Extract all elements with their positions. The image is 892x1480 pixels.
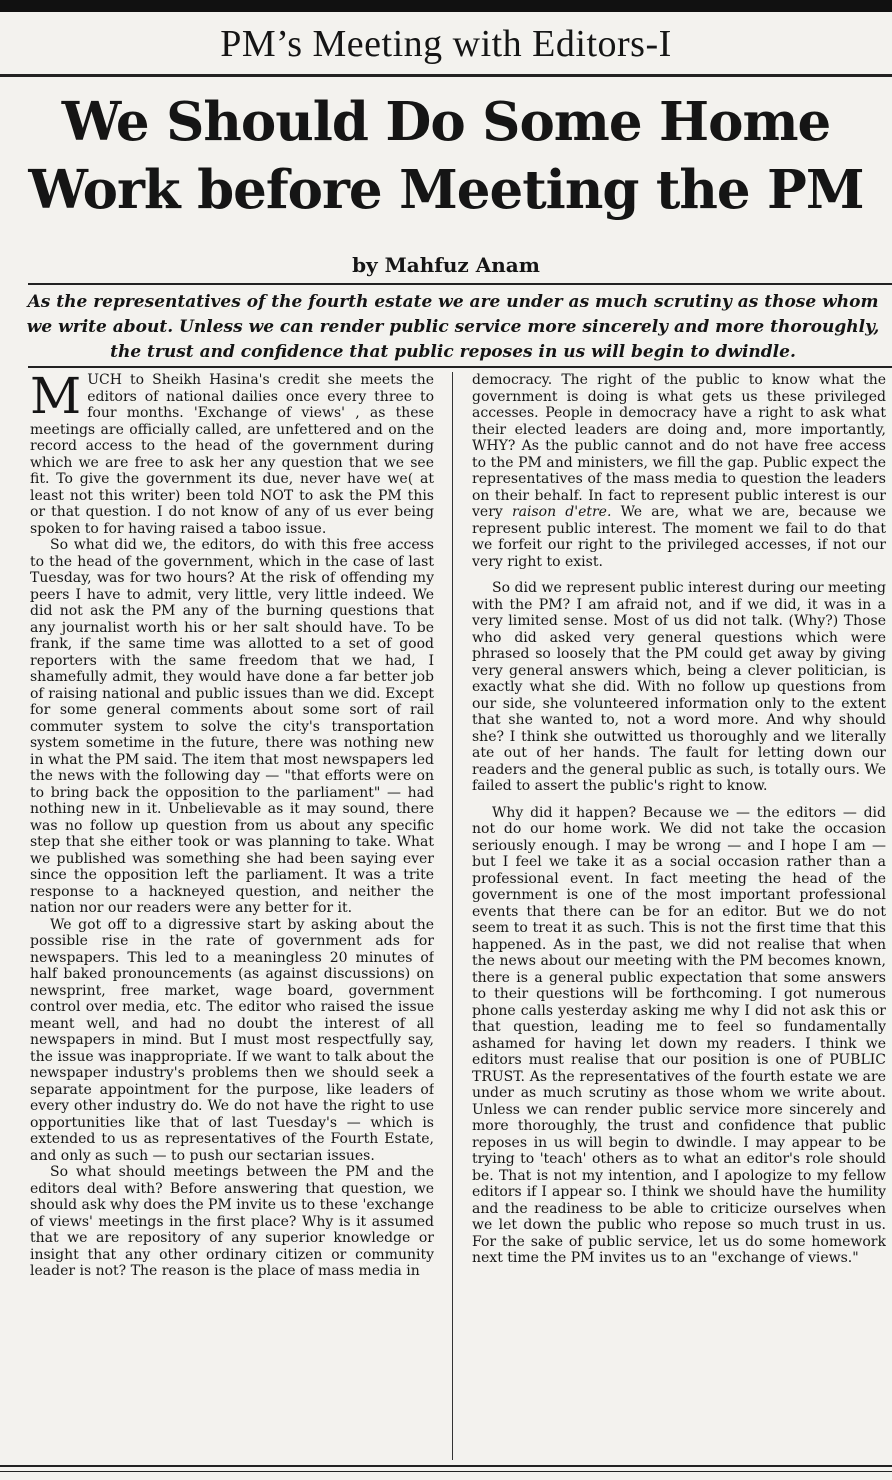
paragraph: So what did we, the editors, do with this free access to the head of the government, which in the case of last Tuesday, was for two hours? At the risk of offending my peers I have to admit, very little, very little indeed. We did not ask the PM any of the burning questions that any journalist worth his or her salt should have. To be frank, if the same time was allotted to a set of good reporters with the same freedom that we had, I shamefully admit, they would have done a far better job of raising national and public issues than we did. Except for some general comments about some sort of rail commuter system to solve the city's transportation system sometime in the future, there was nothing new in what the PM said. The item that most newspapers led the news with the following day — "that efforts were on to bring back the opposition to the parliament" — had nothing new in it. Unbelievable as it may sound, there was no follow up question from us about any specific step that she either took or was planning to take. What we published was something she had been saying ever since the opposition left the parliament. It was a trite response to a hackneyed question, and neither the nation nor our readers were any better for it. [30,537,434,916]
paragraph [30,372,434,537]
deck-summary: As the representatives of the fourth estate we are under as much scrutiny as those whom we write about. Unless we can render public service more sincerely and more thoroughly, the trust and confidence that public reposes in us will begin to dwindle. [26,292,880,362]
byline-rule [28,283,892,285]
paragraph: Why did it happen? Because we — the editors — did not do our home work. We did not take the occasion seriously enough. I may be wrong — and I hope I am — but I feel we take it as a social occasion rather than a professional event. In fact meeting the head of the government is one of the most important professional events that there can be for an editor. But we do not seem to treat it as such. This is not the first time that this happened. As in the past, we did not realise that when the news about our meeting with the PM becomes known, there is a general public expectation that some answers to their questions will be forthcoming. I got numerous phone calls yesterday asking me why I did not ask this or that question, leading me to feel so fundamentally ashamed for having let down my readers. I think we editors must realise that our position is one of PUBLIC TRUST. As the representatives of the fourth estate we are under as much scrutiny as those whom we write about. Unless we can render public service more sincerely and more thoroughly, the trust and confidence that public reposes in us will begin to dwindle. I may appear to be trying to 'teach' others as to what an editor's role should be. That is not my intention, and I apologize to my fellow editors if I appear so. I think we should have the humility and the readiness to be able to criticize ourselves when we let down the public who repose so much trust in us. For the sake of public service, let us do some homework next time the PM invites us to an "exchange of views." [472,804,886,1266]
paragraph: We got off to a digressive start by asking about the possible rise in the rate of government ads for newspapers. This led to a meaningless 20 minutes of half baked pronouncements (as against discussions) on newsprint, free market, wage board, government control over media, etc. The editor who raised the issue meant well, and had no doubt the interest of all newspapers in mind. But I must most respectfully say, the issue was inappropriate. If we want to talk about the newspaper industry's problems then we should seek a separate appointment for the purpose, like leaders of every other industry do. We do not have the right to use opportunities like that of last Tuesday's — which is extended to us as representatives of the Fourth Estate, and only as such — to push our sectarian issues. [30,916,434,1164]
paragraph-text: democracy. The right of the public to know what the government is doing is what gets us these privileged accesses. People in democracy have a right to ask what their elected leaders are doing and, more importantly, WHY? As the public cannot and do not have free access to the PM and ministers, we fill the gap. Public expect the representatives of the mass media to question the leaders on their behalf. In fact to represent public interest is our very [472,372,886,520]
deck-rule [28,366,892,368]
paragraph-text: We are, what we are, because we represent public interest. The moment we fail to do that we forfeit our right to the privileged accesses, if not our very right to exist. [472,504,886,570]
top-black-bar [0,0,892,12]
drop-cap: M [30,372,82,425]
paragraph: So what should meetings between the PM and the editors deal with? Before answering that question, we should ask why does the PM invite us to these 'exchange of views' meetings in the first place? Why is it assumed that we are repository of any superior knowledge or insight that any other ordinary citizen or community leader is not? The reason is the place of mass media in [30,1164,434,1279]
headline [0,88,892,224]
headline-line-1: We Should Do Some Home [61,91,831,153]
kicker-rule [0,74,892,77]
left-column [30,372,434,1462]
right-column [472,372,886,1462]
paragraph [472,372,886,570]
series-kicker: PM’s Meeting with Editors-I [220,23,672,65]
paragraph-text: UCH to Sheikh Hasina's credit she meets the editors of national dailies once every three to four months. 'Exchange of views' , as these meetings are officially called, are unfettered and on the record access to the head of the government during which we are free to ask her any question that we see fit. To give the government its due, never have we( at least not this writer) been told NOT to ask the PM this or that question. I do not know of any of us ever being spoken to for having raised a taboo issue. [30,372,434,537]
paragraph: So did we represent public interest during our meeting with the PM? I am afraid not, and if we did, it was in a very limited sense. Most of us did not talk. (Why?) Those who did asked very general questions which were phrased so loosely that the PM could get away by giving very general answers which, being a clever politician, is exactly what she did. With no follow up questions from our side, she volunteered information only to the extent that she wanted to, not a word more. And why should she? I think she outwitted us thoroughly and we literally ate out of her hands. The fault for letting down our readers and the general public as such, is totally ours. We failed to assert the public's right to know. [472,580,886,794]
bottom-rule-thin [0,1471,892,1472]
headline-line-2: Work before Meeting the PM [28,159,864,221]
bottom-rule [0,1465,892,1467]
byline: by Mahfuz Anam [352,253,540,277]
column-divider [452,372,453,1460]
italic-phrase: raison d'etre. [511,504,612,520]
